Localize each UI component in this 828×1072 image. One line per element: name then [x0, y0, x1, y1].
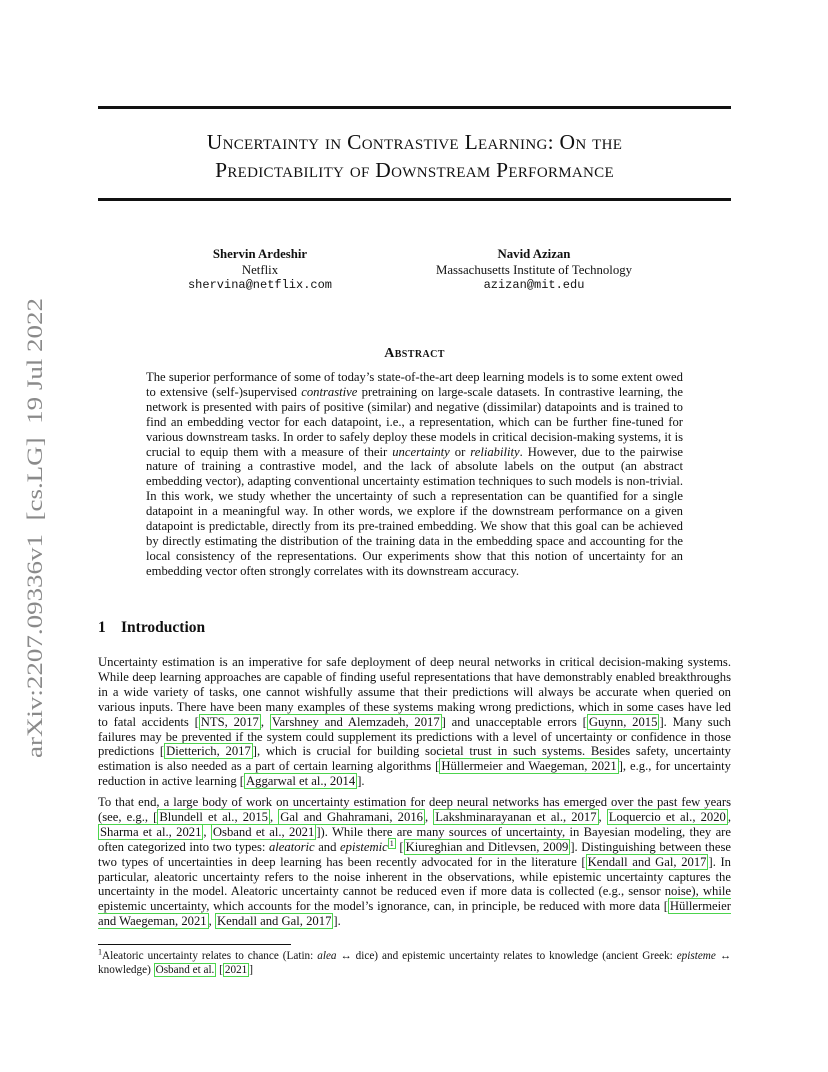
body-text: ] and unacceptable errors [ [441, 714, 587, 729]
title-line-1: Uncertainty in Contrastive Learning: On the [206, 130, 623, 154]
citation-link[interactable]: Sharma et al., 2021 [100, 824, 202, 839]
author-affiliation: Netflix [241, 262, 279, 277]
title-bottom-rule [98, 198, 731, 201]
footnote-rule [98, 944, 291, 945]
citation-link[interactable]: Loquercio et al., 2020 [608, 809, 726, 824]
body-text: ], which is crucial for building societal trust in such systems. Besides safety, uncertainty estimation is also needed as a part of certain learning algorithms [ [98, 744, 732, 774]
citation-link[interactable]: Kendall and Gal, 2017 [216, 914, 332, 929]
body-text: ]. Many such failures may be prevented if the system could supplement its predictions with a level of uncertainty or confidence in those predictions [ [98, 714, 731, 759]
body-text: , [598, 809, 607, 824]
citation-link[interactable]: Lakshminarayanan et al., 2017 [435, 809, 597, 824]
body-text: ]. In particular, aleatoric uncertainty refers to the noise inherent in the observations, while epistemic uncertainty captures the uncertainty in the model. Aleatoric uncertainty cannot be reduced even if more data is collected (e.g., sensor noise), while epistemic uncertainty, which accounts for the model’s ignorance, can, in principle, be reduced with more data [ [98, 854, 732, 914]
citation-link[interactable]: NTS, 2017 [200, 714, 259, 729]
body-text: ], e.g., for uncertainty reduction in active learning [ [98, 759, 731, 789]
body-text: , [203, 824, 211, 839]
citation-link[interactable]: Hüllermeier and Waegeman, 2021 [98, 899, 731, 929]
abstract-text-part: pretraining on large-scale datasets. In contrastive learning, the network is presented with pairs of positive (similar) and negative (dissimilar) datapoints and is trained to find an embedding vector for each datapoint, i.e., a representation, which can be further fine-tuned for various downstream tasks. In order to safely deploy these models in critical decision-making systems, it is crucial to equip them with a measure of their [146, 384, 683, 459]
paper-title [98, 128, 731, 184]
abstract-emphasis: uncertainty [392, 444, 450, 459]
body-text: To that end, a large body of work on uncertainty estimation for deep neural networks has emerged over the past few years (see, e.g., [ [98, 795, 731, 824]
footnote-text: ↔ dice) and epistemic uncertainty relates to knowledge (ancient Greek: [336, 950, 677, 962]
footnote [98, 947, 731, 977]
author-email[interactable]: shervina@netflix.com [187, 278, 333, 292]
title-line-2: Predictability of Downstream Performance [215, 158, 614, 182]
emphasis-text: epistemic [340, 839, 388, 854]
citation-link[interactable]: Kiureghian and Ditlevsen, 2009 [405, 839, 569, 854]
footnote-mark: 1 [98, 947, 102, 957]
section-heading-introduction [98, 619, 205, 637]
citation-link[interactable]: Blundell et al., 2015 [159, 809, 268, 824]
citation-link[interactable]: Hüllermeier and Waegeman, 2021 [441, 759, 617, 774]
author-name: Navid Azizan [497, 247, 571, 261]
arxiv-stamp [22, 296, 48, 760]
body-text: , [270, 809, 279, 824]
body-text: , [424, 809, 434, 824]
abstract-emphasis: reliability [470, 444, 520, 459]
author-block-ardeshir [160, 247, 360, 294]
arxiv-stamp-text: arXiv:2207.09336v1 [cs.LG] 19 Jul 2022 [22, 382, 47, 758]
footnote-text: Aleatoric uncertainty relates to chance (Latin: [102, 950, 318, 962]
intro-paragraph-1 [98, 655, 731, 789]
intro-paragraph-2 [98, 795, 731, 929]
citation-link[interactable]: Osband et al., 2021 [212, 824, 315, 839]
footnote-text: [ [216, 963, 223, 976]
abstract-text-part: The superior performance of some of today’s state-of-the-art deep learning models is to some extent owed to extensive (self-)supervised [146, 370, 683, 399]
abstract-emphasis: contrastive [301, 384, 358, 399]
body-text: and [314, 839, 341, 854]
body-text: , [260, 714, 270, 729]
citation-link[interactable]: Aggarwal et al., 2014 [246, 774, 356, 789]
footnote-emphasis: alea [317, 950, 337, 962]
citation-link[interactable]: Osband et al. [155, 963, 215, 976]
emphasis-text: aleatoric [268, 839, 315, 854]
citation-link[interactable]: Guynn, 2015 [588, 714, 658, 729]
body-text: ]. Distinguishing between these two types of uncertainties in deep learning has been recently advocated for in the literature [ [98, 839, 732, 869]
abstract-heading: Abstract [384, 346, 445, 361]
footnote-text: ↔ knowledge) [98, 950, 731, 976]
author-name: Shervin Ardeshir [212, 247, 308, 261]
citation-link[interactable]: 2021 [224, 963, 248, 976]
title-top-rule [98, 106, 731, 109]
citation-link[interactable]: Gal and Ghahramani, 2016 [280, 809, 423, 824]
body-text: Uncertainty estimation is an imperative for safe deployment of deep neural networks in critical decision-making systems. While deep learning approaches are capable of finding useful representations that have demonstrably enabled breakthroughs in a wide variety of tasks, one cannot wishfully assume that their predictions will always be accurate when queried on various inputs. There have been many examples of these systems making wrong predictions, which in some cases have led to fatal accidents [ [98, 655, 731, 729]
citation-link[interactable]: Dietterich, 2017 [166, 744, 251, 759]
citation-link[interactable]: Kendall and Gal, 2017 [587, 854, 707, 869]
author-block-azizan [418, 247, 650, 294]
abstract-text [146, 370, 683, 579]
section-title: Introduction [121, 619, 206, 636]
body-text: , [208, 914, 215, 929]
body-text: ]. [333, 914, 341, 929]
body-text: , [727, 809, 732, 824]
abstract-text-part: . However, due to the pairwise nature of training a contrastive model, and the lack of absolute labels on the output (an abstract embedding vector), adapting conventional uncertainty estimation techniques to such models is non-trivial. In this work, we study whether the uncertainty of such a representation can be quantified for a single datapoint in a meaningful way. In other words, we explore if the downstream performance on a given datapoint is predictable, directly from its pre-trained embedding. We show that this goal can be achieved by directly estimating the distribution of the training data in the embedding space and accounting for the local consistency of the representations. Our experiments show that this notion of uncertainty for an embedding vector often strongly correlates with its downstream accuracy. [146, 444, 683, 578]
author-affiliation: Massachusetts Institute of Technology [435, 262, 633, 277]
citation-link[interactable]: Varshney and Alemzadeh, 2017 [271, 714, 440, 729]
abstract-text-part: or [449, 444, 471, 459]
section-number: 1 [98, 619, 106, 636]
author-email[interactable]: azizan@mit.edu [483, 278, 585, 292]
footnote-ref[interactable]: 1 [389, 838, 394, 848]
body-text: ]. [357, 774, 365, 789]
footnote-emphasis: episteme [676, 950, 716, 962]
body-text: ]). While there are many sources of uncertainty, in Bayesian modeling, they are often categorized into two types: [98, 824, 731, 854]
footnote-text: ] [249, 963, 253, 976]
body-text: [ [395, 839, 404, 854]
